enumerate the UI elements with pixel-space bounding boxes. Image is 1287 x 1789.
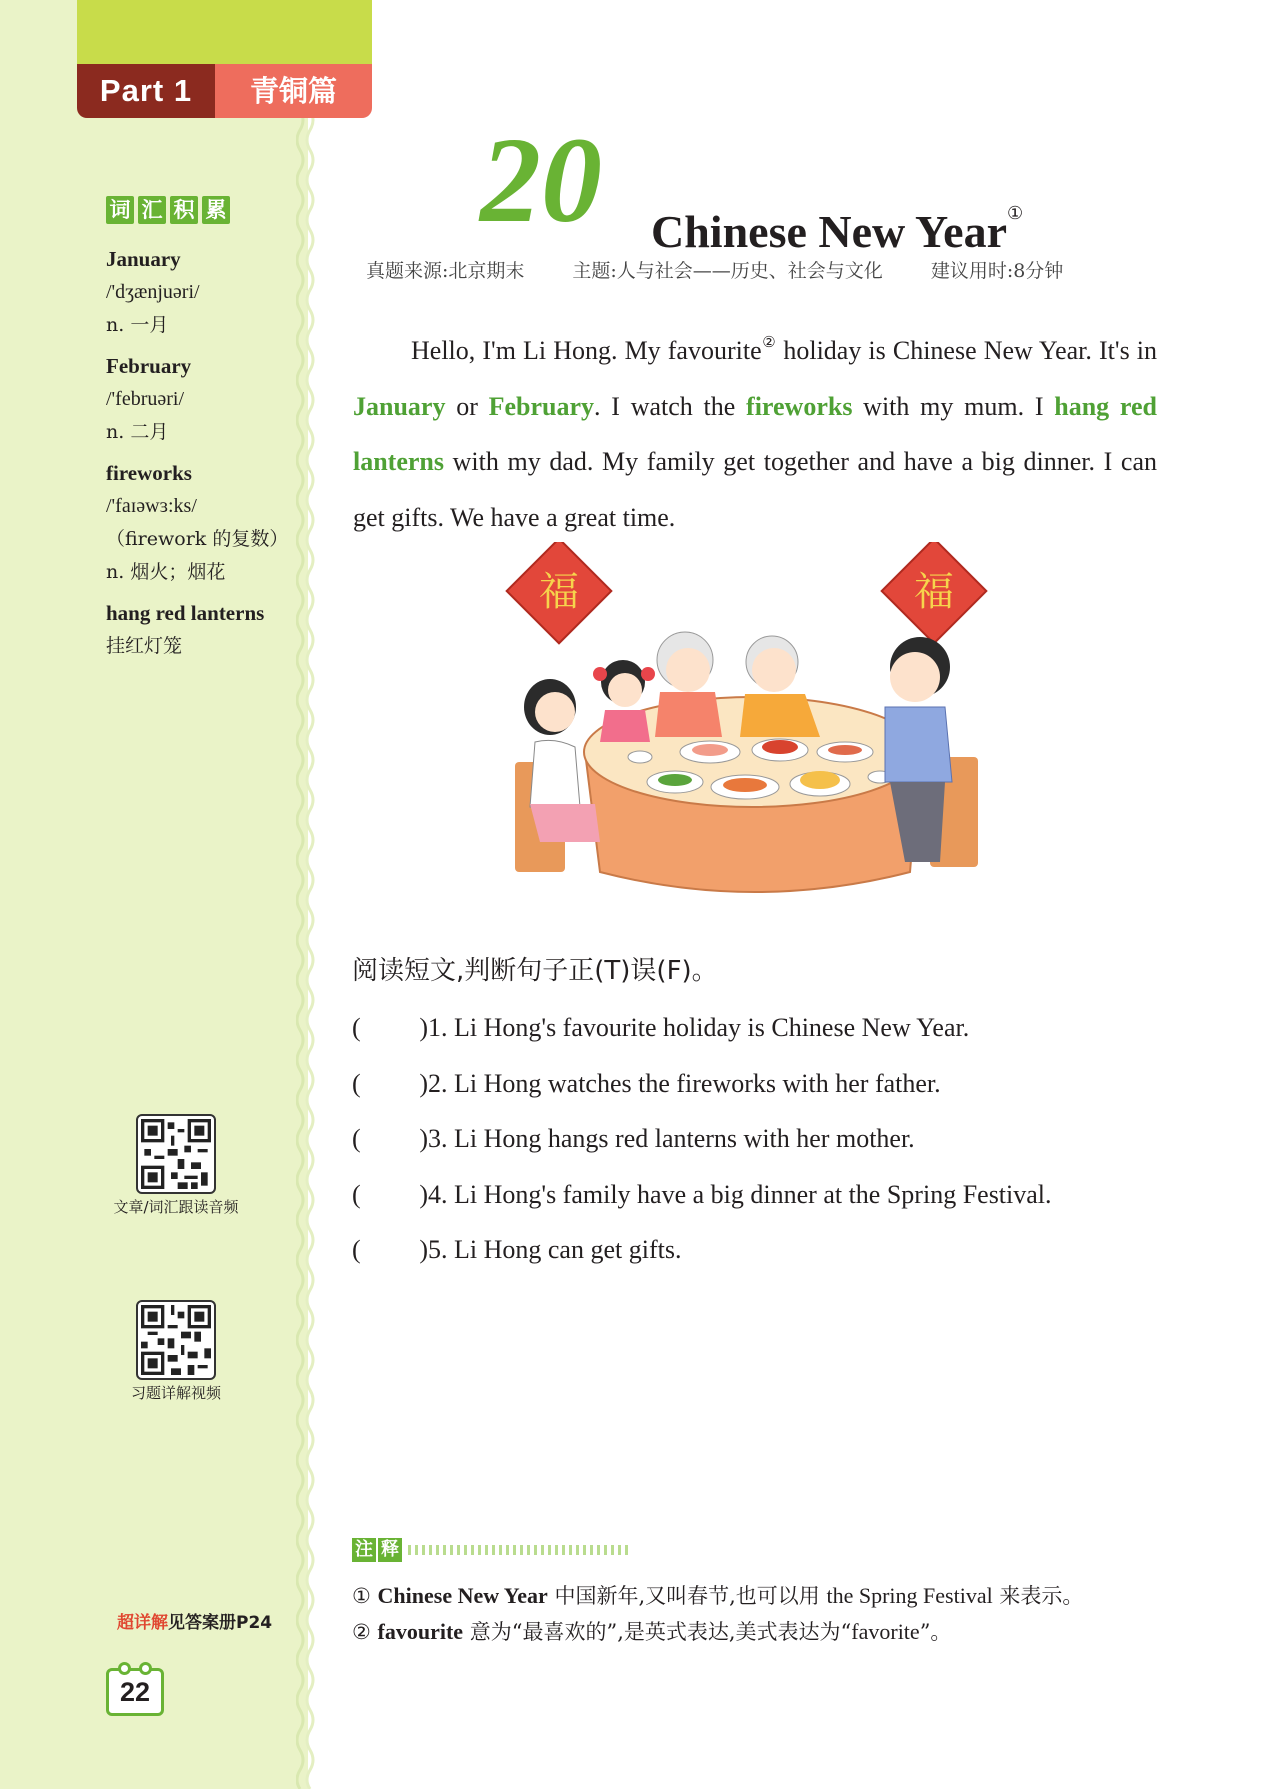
note-english: the Spring Festival bbox=[826, 1583, 993, 1608]
qr-code-video[interactable] bbox=[136, 1300, 216, 1380]
note-mark: ② bbox=[761, 335, 777, 351]
notes-heading bbox=[352, 1538, 628, 1562]
note-mark: ① bbox=[1007, 203, 1024, 223]
vocab-phonetic: /'februəri/ bbox=[106, 388, 185, 410]
answer-blank[interactable]: ( ) bbox=[352, 1235, 428, 1264]
meta-theme: 主题:人与社会——历史、社会与文化 bbox=[572, 260, 883, 282]
question-item bbox=[352, 1222, 1172, 1278]
qr-code-icon bbox=[141, 1305, 211, 1375]
question-item bbox=[352, 1000, 1172, 1056]
answer-ref-text: 见答案册 bbox=[168, 1613, 236, 1633]
qr-code-audio[interactable] bbox=[136, 1114, 216, 1194]
reading-passage bbox=[353, 316, 1157, 545]
answer-ref-highlight: 超详解 bbox=[117, 1613, 168, 1633]
passage-text: with my dad. My family get together and have a big dinner. I can get gifts. We have a great time. bbox=[353, 447, 1157, 532]
answer-blank[interactable]: ( ) bbox=[352, 1179, 428, 1209]
vocab-heading-char: 累 bbox=[202, 196, 230, 224]
vocab-entry-hang-red-lanterns bbox=[106, 597, 306, 663]
vocab-heading-char: 积 bbox=[170, 196, 198, 224]
passage-text: holiday is Chinese New Year. It's in bbox=[776, 336, 1157, 365]
vocab-entry-fireworks bbox=[106, 457, 306, 589]
note-text: 意为“最喜欢的”,是英式表达,美式表达为“ bbox=[463, 1620, 852, 1644]
page-number: 22 bbox=[106, 1668, 164, 1716]
vocab-heading bbox=[106, 196, 230, 224]
note-term: favourite bbox=[377, 1619, 464, 1644]
family-dinner-illustration bbox=[500, 542, 1010, 912]
lesson-title bbox=[651, 183, 1023, 262]
answer-reference bbox=[117, 1608, 272, 1633]
note-text: 中国新年,又叫春节,也可以用 bbox=[547, 1584, 827, 1608]
keyword: January bbox=[353, 391, 446, 421]
meta-time: 建议用时:8分钟 bbox=[930, 260, 1064, 282]
vocab-meaning: n. 烟火；烟花 bbox=[106, 561, 226, 583]
answer-blank[interactable]: ( ) bbox=[352, 1013, 428, 1042]
vocab-phonetic: /'faɪəwɜ:ks/ bbox=[106, 495, 197, 517]
qr-video-caption: 习题详解视频 bbox=[130, 1384, 221, 1402]
notes-heading-char: 注 bbox=[352, 1538, 376, 1562]
note-text: ”。 bbox=[919, 1620, 952, 1644]
question-item bbox=[352, 1167, 1172, 1223]
question-item bbox=[352, 1056, 1172, 1112]
fu-character: 福 bbox=[914, 569, 954, 615]
question-text: 4. Li Hong's family have a big dinner at the Spring Festival. bbox=[428, 1179, 1052, 1209]
note-term: Chinese New Year bbox=[377, 1583, 548, 1608]
passage-text: . I watch the bbox=[594, 391, 747, 421]
note-item bbox=[352, 1614, 1172, 1650]
note-mark: ① bbox=[352, 1584, 371, 1608]
task-instruction: 阅读短文,判断句子正(T)误(F)。 bbox=[352, 956, 718, 986]
part-label: Part 1 bbox=[77, 64, 215, 118]
notes-divider bbox=[408, 1545, 628, 1555]
question-text: 2. Li Hong watches the fireworks with her father. bbox=[428, 1068, 941, 1098]
keyword: fireworks bbox=[746, 391, 853, 421]
notes-list bbox=[352, 1578, 1172, 1650]
meta-source: 真题来源:北京期末 bbox=[366, 260, 525, 282]
vocab-heading-char: 词 bbox=[106, 196, 134, 224]
vocab-meaning: 挂红灯笼 bbox=[106, 635, 183, 657]
vocab-word: February bbox=[106, 354, 192, 378]
question-item bbox=[352, 1111, 1172, 1167]
note-english: favorite bbox=[851, 1619, 920, 1644]
vocab-list bbox=[106, 243, 306, 671]
vocab-word: hang red lanterns bbox=[106, 601, 265, 625]
qr-code-icon bbox=[141, 1119, 211, 1189]
question-text: 5. Li Hong can get gifts. bbox=[428, 1235, 682, 1264]
notes-heading-char: 释 bbox=[378, 1538, 402, 1562]
lesson-title-text: Chinese New Year bbox=[651, 206, 1008, 257]
question-list bbox=[352, 1000, 1172, 1278]
note-item bbox=[352, 1578, 1172, 1614]
level-label: 青铜篇 bbox=[215, 64, 372, 118]
vocab-word: January bbox=[106, 247, 181, 271]
part-tab bbox=[77, 64, 372, 118]
answer-blank[interactable]: ( ) bbox=[352, 1068, 428, 1098]
fu-decoration-left bbox=[507, 542, 612, 643]
note-text: 来表示。 bbox=[992, 1584, 1084, 1608]
note-mark: ② bbox=[352, 1620, 371, 1644]
answer-ref-page: P24 bbox=[236, 1613, 273, 1633]
lesson-number: 20 bbox=[480, 113, 602, 248]
vocab-phonetic: /'dʒænjuəri/ bbox=[106, 281, 200, 303]
vocab-entry-february bbox=[106, 350, 306, 449]
fu-character: 福 bbox=[539, 569, 579, 615]
keyword: February bbox=[488, 391, 595, 421]
vocab-note: （firework 的复数） bbox=[106, 528, 289, 550]
vocab-entry-january bbox=[106, 243, 306, 342]
qr-audio-caption: 文章/词汇跟读音频 bbox=[113, 1198, 239, 1216]
passage-text: or bbox=[445, 391, 489, 421]
question-text: 3. Li Hong hangs red lanterns with her mother. bbox=[428, 1124, 915, 1153]
vocab-meaning: n. 二月 bbox=[106, 421, 169, 443]
vocab-word: fireworks bbox=[106, 461, 192, 485]
fu-decoration-right bbox=[882, 542, 987, 643]
vocab-heading-char: 汇 bbox=[138, 196, 166, 224]
passage-text: Hello, I'm Li Hong. My favourite bbox=[411, 336, 762, 365]
header-tab-top bbox=[77, 0, 372, 66]
answer-blank[interactable]: ( ) bbox=[352, 1124, 428, 1153]
vocab-meaning: n. 一月 bbox=[106, 314, 169, 336]
question-text: 1. Li Hong's favourite holiday is Chinese New Year. bbox=[428, 1013, 970, 1042]
passage-text: with my mum. I bbox=[852, 391, 1055, 421]
keyword: hang red lanterns bbox=[353, 391, 1157, 476]
lesson-meta bbox=[366, 256, 1166, 283]
